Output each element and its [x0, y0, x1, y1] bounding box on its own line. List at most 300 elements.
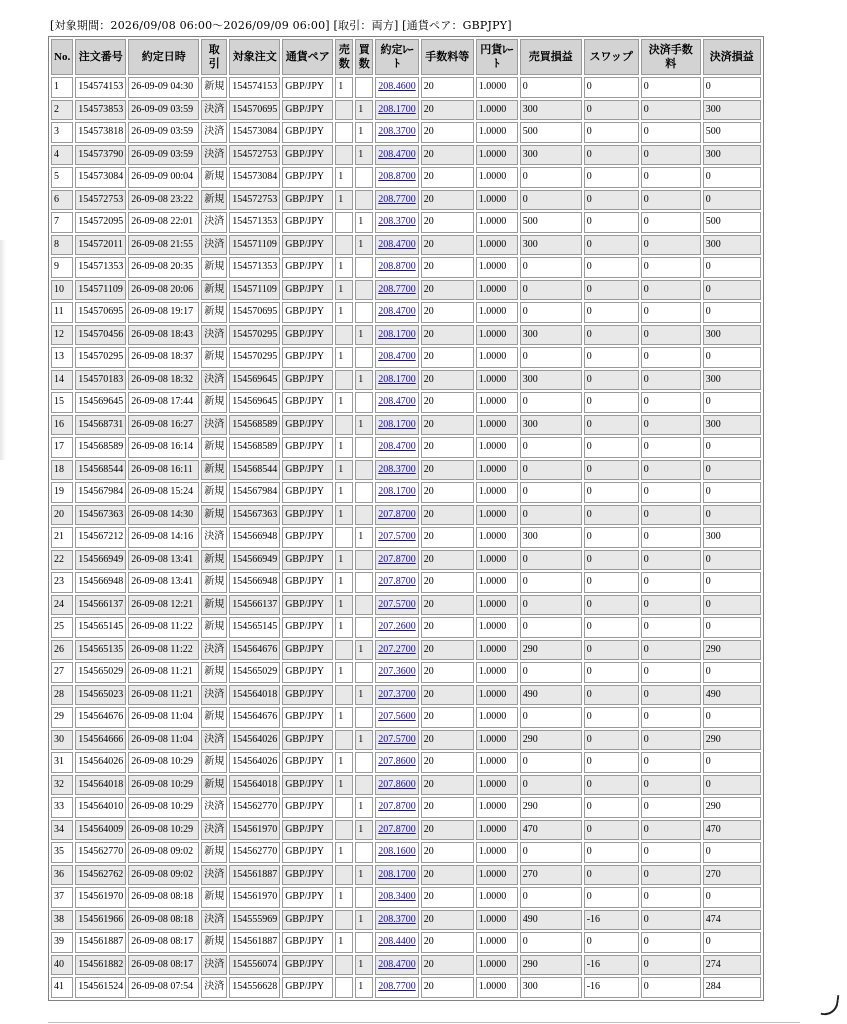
col-trade-type-cell: 新規	[201, 392, 227, 413]
col-yen-rate-cell: 1.0000	[476, 977, 518, 998]
col-currency-pair-cell: GBP/JPY	[282, 235, 333, 256]
col-no-cell: 25	[51, 617, 73, 638]
col-exec-rate-cell	[375, 122, 419, 143]
exec-rate-link[interactable]: 207.8700	[378, 508, 416, 520]
exec-rate-link[interactable]: 208.4700	[378, 238, 416, 250]
col-order-number-cell: 154564676	[75, 707, 126, 728]
col-currency-pair-cell: GBP/JPY	[282, 752, 333, 773]
col-swap-cell: 0	[584, 550, 639, 571]
table-row	[51, 617, 761, 638]
col-order-number-cell: 154572011	[75, 235, 126, 256]
exec-rate-link[interactable]: 208.8700	[378, 171, 416, 183]
col-settle-fee-cell: 0	[641, 640, 701, 661]
col-exec-rate-cell	[375, 662, 419, 683]
col-order-number-cell: 154571109	[75, 280, 126, 301]
col-no-header: No.	[51, 39, 73, 75]
col-trade-type-cell: 決済	[201, 235, 227, 256]
col-order-number-cell: 154564009	[75, 820, 126, 841]
col-fees-cell: 20	[421, 977, 474, 998]
col-target-order-cell: 154566948	[229, 572, 280, 593]
col-exec-rate-cell	[375, 145, 419, 166]
col-target-order-cell: 154570295	[229, 347, 280, 368]
col-yen-rate-cell: 1.0000	[476, 370, 518, 391]
col-trade-pl-cell: 0	[520, 302, 582, 323]
col-buy-qty-cell	[355, 280, 373, 301]
table-row	[51, 752, 761, 773]
col-yen-rate-cell: 1.0000	[476, 415, 518, 436]
col-sell-qty-cell: 1	[335, 842, 353, 863]
col-exec-rate-cell	[375, 505, 419, 526]
col-settle-fee-cell: 0	[641, 77, 701, 98]
col-no-cell: 21	[51, 527, 73, 548]
col-trade-pl-cell: 470	[520, 820, 582, 841]
col-trade-type-cell: 新規	[201, 550, 227, 571]
col-yen-rate-cell: 1.0000	[476, 280, 518, 301]
col-settle-fee-cell: 0	[641, 437, 701, 458]
exec-rate-link[interactable]: 207.8700	[378, 576, 416, 588]
col-fees-cell: 20	[421, 190, 474, 211]
col-exec-datetime-cell: 26-09-08 22:01	[128, 212, 199, 233]
col-target-order-cell: 154567984	[229, 482, 280, 503]
col-yen-rate-cell: 1.0000	[476, 662, 518, 683]
col-order-number-cell: 154564018	[75, 775, 126, 796]
col-trade-pl-cell: 0	[520, 482, 582, 503]
col-settle-fee-cell: 0	[641, 145, 701, 166]
exec-rate-link[interactable]: 208.1700	[378, 373, 416, 385]
col-no-cell: 31	[51, 752, 73, 773]
col-settle-pl-cell: 300	[703, 235, 761, 256]
col-settle-pl-cell: 0	[703, 482, 761, 503]
col-no-cell: 20	[51, 505, 73, 526]
exec-rate-link[interactable]: 208.4700	[378, 306, 416, 318]
exec-rate-link[interactable]: 208.1700	[378, 486, 416, 498]
col-target-order-cell: 154561887	[229, 865, 280, 886]
col-trade-type-cell: 新規	[201, 280, 227, 301]
col-swap-cell: 0	[584, 932, 639, 953]
table-row	[51, 235, 761, 256]
col-settle-pl-cell: 500	[703, 212, 761, 233]
col-no-cell: 11	[51, 302, 73, 323]
col-fees-cell: 20	[421, 842, 474, 863]
col-settle-fee-cell: 0	[641, 122, 701, 143]
col-exec-datetime-cell: 26-09-08 08:17	[128, 955, 199, 976]
exec-rate-link[interactable]: 207.5700	[378, 733, 416, 745]
col-buy-qty-cell: 1	[355, 325, 373, 346]
col-settle-fee-cell: 0	[641, 505, 701, 526]
col-sell-qty-cell: 1	[335, 752, 353, 773]
col-buy-qty-cell	[355, 460, 373, 481]
col-target-order-cell: 154573084	[229, 167, 280, 188]
col-trade-type-cell: 決済	[201, 820, 227, 841]
col-settle-pl-cell: 0	[703, 887, 761, 908]
col-buy-qty-cell	[355, 347, 373, 368]
col-order-number-cell: 154562770	[75, 842, 126, 863]
col-target-order-cell: 154571109	[229, 235, 280, 256]
col-buy-qty-cell	[355, 167, 373, 188]
col-buy-qty-cell	[355, 617, 373, 638]
col-swap-cell: -16	[584, 910, 639, 931]
col-settle-fee-cell: 0	[641, 775, 701, 796]
exec-rate-link[interactable]: 207.8600	[378, 756, 416, 768]
col-order-number-cell: 154561966	[75, 910, 126, 931]
exec-rate-link[interactable]: 207.3700	[378, 688, 416, 700]
exec-rate-link[interactable]: 208.1700	[378, 328, 416, 340]
col-trade-pl-cell: 0	[520, 617, 582, 638]
col-settle-fee-cell: 0	[641, 752, 701, 773]
col-trade-pl-cell: 290	[520, 797, 582, 818]
exec-rate-link[interactable]: 208.8700	[378, 261, 416, 273]
col-currency-pair-cell: GBP/JPY	[282, 437, 333, 458]
col-currency-pair-cell: GBP/JPY	[282, 460, 333, 481]
col-fees-cell: 20	[421, 910, 474, 931]
col-trade-type-cell: 新規	[201, 595, 227, 616]
col-swap-cell: 0	[584, 415, 639, 436]
col-no-cell: 9	[51, 257, 73, 278]
col-settle-pl-cell: 300	[703, 325, 761, 346]
col-yen-rate-cell: 1.0000	[476, 212, 518, 233]
exec-rate-link[interactable]: 207.5600	[378, 711, 416, 723]
col-exec-datetime-cell: 26-09-08 14:30	[128, 505, 199, 526]
col-buy-qty-cell: 1	[355, 865, 373, 886]
col-exec-datetime-cell: 26-09-08 11:22	[128, 640, 199, 661]
col-exec-rate-cell	[375, 415, 419, 436]
col-yen-rate-cell: 1.0000	[476, 685, 518, 706]
col-order-number-cell: 154567984	[75, 482, 126, 503]
col-trade-pl-cell: 0	[520, 167, 582, 188]
col-buy-qty-header: 買数	[355, 39, 373, 75]
col-trade-type-cell: 新規	[201, 257, 227, 278]
col-trade-pl-cell: 0	[520, 662, 582, 683]
col-exec-rate-cell	[375, 595, 419, 616]
col-order-number-cell: 154561887	[75, 932, 126, 953]
col-trade-pl-cell: 290	[520, 730, 582, 751]
col-settle-fee-cell: 0	[641, 190, 701, 211]
col-trade-pl-cell: 490	[520, 910, 582, 931]
col-order-number-cell: 154565029	[75, 662, 126, 683]
exec-rate-link[interactable]: 208.3700	[378, 126, 416, 138]
col-order-number-cell: 154567212	[75, 527, 126, 548]
col-swap-cell: 0	[584, 505, 639, 526]
col-fees-cell: 20	[421, 415, 474, 436]
col-fees-cell: 20	[421, 347, 474, 368]
col-buy-qty-cell: 1	[355, 820, 373, 841]
col-currency-pair-cell: GBP/JPY	[282, 280, 333, 301]
col-exec-datetime-cell: 26-09-08 21:55	[128, 235, 199, 256]
exec-rate-link[interactable]: 208.4400	[378, 936, 416, 948]
exec-rate-link[interactable]: 207.8700	[378, 553, 416, 565]
col-swap-cell: 0	[584, 887, 639, 908]
col-trade-type-cell: 新規	[201, 572, 227, 593]
exec-rate-link[interactable]: 208.7700	[378, 193, 416, 205]
col-trade-pl-cell: 0	[520, 752, 582, 773]
col-sell-qty-cell	[335, 797, 353, 818]
col-settle-pl-cell: 0	[703, 505, 761, 526]
col-target-order-cell: 154564026	[229, 752, 280, 773]
col-swap-cell: 0	[584, 842, 639, 863]
col-sell-qty-cell: 1	[335, 707, 353, 728]
table-row	[51, 527, 761, 548]
col-buy-qty-cell	[355, 887, 373, 908]
exec-rate-link[interactable]: 208.7700	[378, 283, 416, 295]
table-row	[51, 370, 761, 391]
col-settle-pl-cell: 0	[703, 190, 761, 211]
col-no-cell: 17	[51, 437, 73, 458]
col-order-number-cell: 154570456	[75, 325, 126, 346]
table-row	[51, 100, 761, 121]
col-trade-type-cell: 新規	[201, 190, 227, 211]
col-no-cell: 24	[51, 595, 73, 616]
col-no-cell: 18	[51, 460, 73, 481]
col-trade-pl-cell: 0	[520, 775, 582, 796]
col-trade-type-cell: 新規	[201, 887, 227, 908]
col-swap-cell: 0	[584, 437, 639, 458]
col-sell-qty-cell: 1	[335, 550, 353, 571]
col-order-number-header: 注文番号	[75, 39, 126, 75]
col-no-cell: 1	[51, 77, 73, 98]
col-no-cell: 29	[51, 707, 73, 728]
col-swap-cell: 0	[584, 685, 639, 706]
col-yen-rate-cell: 1.0000	[476, 527, 518, 548]
col-fees-cell: 20	[421, 437, 474, 458]
col-exec-datetime-cell: 26-09-09 03:59	[128, 145, 199, 166]
exec-rate-link[interactable]: 208.1600	[378, 846, 416, 858]
col-currency-pair-cell: GBP/JPY	[282, 820, 333, 841]
exec-rate-link[interactable]: 208.1700	[378, 418, 416, 430]
col-settle-fee-cell: 0	[641, 977, 701, 998]
col-exec-datetime-cell: 26-09-08 15:24	[128, 482, 199, 503]
col-buy-qty-cell	[355, 257, 373, 278]
col-trade-pl-cell: 290	[520, 955, 582, 976]
exec-rate-link[interactable]: 208.3700	[378, 216, 416, 228]
col-exec-rate-cell	[375, 235, 419, 256]
col-currency-pair-cell: GBP/JPY	[282, 910, 333, 931]
col-settle-pl-cell: 0	[703, 280, 761, 301]
col-exec-datetime-cell: 26-09-08 11:04	[128, 707, 199, 728]
col-trade-pl-cell: 490	[520, 685, 582, 706]
col-yen-rate-cell: 1.0000	[476, 122, 518, 143]
col-swap-cell: 0	[584, 100, 639, 121]
col-sell-qty-cell	[335, 325, 353, 346]
col-sell-qty-cell	[335, 100, 353, 121]
col-target-order-cell: 154564676	[229, 707, 280, 728]
col-exec-datetime-cell: 26-09-08 12:21	[128, 595, 199, 616]
col-no-cell: 5	[51, 167, 73, 188]
col-order-number-cell: 154561882	[75, 955, 126, 976]
exec-rate-link[interactable]: 208.1700	[378, 103, 416, 115]
exec-rate-link[interactable]: 208.3700	[378, 913, 416, 925]
col-buy-qty-cell	[355, 775, 373, 796]
col-trade-type-header: 取引	[201, 39, 227, 75]
col-yen-rate-cell: 1.0000	[476, 775, 518, 796]
col-yen-rate-cell: 1.0000	[476, 730, 518, 751]
col-fees-cell: 20	[421, 685, 474, 706]
col-swap-cell: 0	[584, 347, 639, 368]
col-trade-type-cell: 決済	[201, 685, 227, 706]
col-settle-pl-cell: 300	[703, 100, 761, 121]
col-buy-qty-cell: 1	[355, 415, 373, 436]
table-row	[51, 482, 761, 503]
exec-rate-link[interactable]: 208.1700	[378, 868, 416, 880]
col-sell-qty-cell: 1	[335, 482, 353, 503]
col-order-number-cell: 154565023	[75, 685, 126, 706]
exec-rate-link[interactable]: 207.2700	[378, 643, 416, 655]
exec-rate-link[interactable]: 208.3400	[378, 891, 416, 903]
col-yen-rate-cell: 1.0000	[476, 437, 518, 458]
col-target-order-cell: 154561970	[229, 887, 280, 908]
col-currency-pair-cell: GBP/JPY	[282, 550, 333, 571]
col-settle-pl-cell: 290	[703, 797, 761, 818]
col-trade-pl-cell: 500	[520, 122, 582, 143]
col-currency-pair-cell: GBP/JPY	[282, 100, 333, 121]
col-order-number-cell: 154565145	[75, 617, 126, 638]
col-settle-pl-cell: 0	[703, 752, 761, 773]
col-fees-cell: 20	[421, 797, 474, 818]
col-settle-pl-cell: 0	[703, 842, 761, 863]
col-swap-cell: 0	[584, 707, 639, 728]
exec-rate-link[interactable]: 208.4700	[378, 396, 416, 408]
exec-rate-link[interactable]: 207.8700	[378, 823, 416, 835]
col-yen-rate-cell: 1.0000	[476, 392, 518, 413]
col-no-cell: 15	[51, 392, 73, 413]
col-order-number-cell: 154570295	[75, 347, 126, 368]
table-row	[51, 280, 761, 301]
col-no-cell: 34	[51, 820, 73, 841]
col-settle-pl-cell: 0	[703, 460, 761, 481]
col-swap-cell: 0	[584, 280, 639, 301]
col-settle-fee-cell: 0	[641, 325, 701, 346]
col-target-order-cell: 154571109	[229, 280, 280, 301]
col-fees-cell: 20	[421, 482, 474, 503]
col-currency-pair-cell: GBP/JPY	[282, 842, 333, 863]
col-target-order-cell: 154556074	[229, 955, 280, 976]
col-fees-cell: 20	[421, 145, 474, 166]
col-buy-qty-cell	[355, 302, 373, 323]
col-yen-rate-cell: 1.0000	[476, 640, 518, 661]
col-swap-cell: 0	[584, 212, 639, 233]
col-fees-cell: 20	[421, 100, 474, 121]
exec-rate-link[interactable]: 208.4600	[378, 81, 416, 93]
col-settle-fee-cell: 0	[641, 347, 701, 368]
col-settle-fee-cell: 0	[641, 617, 701, 638]
col-order-number-cell: 154561970	[75, 887, 126, 908]
col-exec-rate-cell	[375, 932, 419, 953]
exec-rate-link[interactable]: 207.5700	[378, 598, 416, 610]
col-exec-rate-cell	[375, 685, 419, 706]
col-order-number-cell: 154564010	[75, 797, 126, 818]
col-currency-pair-cell: GBP/JPY	[282, 617, 333, 638]
col-no-cell: 32	[51, 775, 73, 796]
col-trade-type-cell: 新規	[201, 460, 227, 481]
col-no-cell: 36	[51, 865, 73, 886]
col-settle-pl-cell: 0	[703, 617, 761, 638]
col-exec-rate-cell	[375, 77, 419, 98]
col-settle-fee-cell: 0	[641, 482, 701, 503]
col-swap-cell: 0	[584, 527, 639, 548]
col-settle-pl-cell: 470	[703, 820, 761, 841]
col-settle-pl-cell: 274	[703, 955, 761, 976]
col-yen-rate-cell: 1.0000	[476, 752, 518, 773]
col-exec-rate-cell	[375, 257, 419, 278]
exec-rate-link[interactable]: 207.3600	[378, 666, 416, 678]
col-sell-qty-cell	[335, 122, 353, 143]
table-row	[51, 460, 761, 481]
col-no-cell: 38	[51, 910, 73, 931]
col-trade-pl-cell: 0	[520, 392, 582, 413]
col-swap-cell: 0	[584, 370, 639, 391]
col-sell-qty-cell: 1	[335, 302, 353, 323]
col-yen-rate-cell: 1.0000	[476, 550, 518, 571]
table-row	[51, 550, 761, 571]
col-order-number-cell: 154566949	[75, 550, 126, 571]
exec-rate-link[interactable]: 208.4700	[378, 351, 416, 363]
table-row	[51, 977, 761, 998]
col-settle-fee-cell: 0	[641, 865, 701, 886]
table-row	[51, 122, 761, 143]
exec-rate-link[interactable]: 207.8600	[378, 778, 416, 790]
col-currency-pair-cell: GBP/JPY	[282, 505, 333, 526]
col-currency-pair-cell: GBP/JPY	[282, 662, 333, 683]
exec-rate-link[interactable]: 207.2600	[378, 621, 416, 633]
table-row	[51, 145, 761, 166]
col-target-order-cell: 154568544	[229, 460, 280, 481]
table-row	[51, 572, 761, 593]
exec-rate-link[interactable]: 208.3700	[378, 463, 416, 475]
col-trade-pl-cell: 0	[520, 887, 582, 908]
col-trade-pl-cell: 500	[520, 212, 582, 233]
table-row	[51, 212, 761, 233]
exec-rate-link[interactable]: 207.5700	[378, 531, 416, 543]
exec-rate-link[interactable]: 207.8700	[378, 801, 416, 813]
col-currency-pair-cell: GBP/JPY	[282, 77, 333, 98]
col-yen-rate-cell: 1.0000	[476, 257, 518, 278]
col-currency-pair-cell: GBP/JPY	[282, 955, 333, 976]
col-order-number-cell: 154561524	[75, 977, 126, 998]
col-swap-cell: -16	[584, 977, 639, 998]
table-row	[51, 415, 761, 436]
col-buy-qty-cell	[355, 190, 373, 211]
col-target-order-cell: 154571353	[229, 257, 280, 278]
col-exec-rate-cell	[375, 977, 419, 998]
col-sell-qty-cell: 1	[335, 505, 353, 526]
col-buy-qty-cell: 1	[355, 370, 373, 391]
col-target-order-cell: 154573084	[229, 122, 280, 143]
col-order-number-cell: 154572753	[75, 190, 126, 211]
col-trade-type-cell: 決済	[201, 122, 227, 143]
col-buy-qty-cell: 1	[355, 977, 373, 998]
table-row	[51, 955, 761, 976]
exec-rate-link[interactable]: 208.4700	[378, 148, 416, 160]
exec-rate-link[interactable]: 208.7700	[378, 981, 416, 993]
col-swap-cell: 0	[584, 752, 639, 773]
col-trade-type-cell: 決済	[201, 415, 227, 436]
col-fees-cell: 20	[421, 235, 474, 256]
col-target-order-cell: 154572753	[229, 190, 280, 211]
col-yen-rate-cell: 1.0000	[476, 887, 518, 908]
col-trade-pl-cell: 0	[520, 77, 582, 98]
col-swap-cell: 0	[584, 865, 639, 886]
col-sell-qty-cell: 1	[335, 190, 353, 211]
col-exec-rate-cell	[375, 865, 419, 886]
exec-rate-link[interactable]: 208.4700	[378, 958, 416, 970]
col-exec-datetime-cell: 26-09-08 18:37	[128, 347, 199, 368]
table-row	[51, 685, 761, 706]
col-target-order-cell: 154566137	[229, 595, 280, 616]
col-sell-qty-cell: 1	[335, 280, 353, 301]
col-exec-datetime-cell: 26-09-09 04:30	[128, 77, 199, 98]
col-currency-pair-cell: GBP/JPY	[282, 415, 333, 436]
table-row	[51, 775, 761, 796]
exec-rate-link[interactable]: 208.4700	[378, 441, 416, 453]
